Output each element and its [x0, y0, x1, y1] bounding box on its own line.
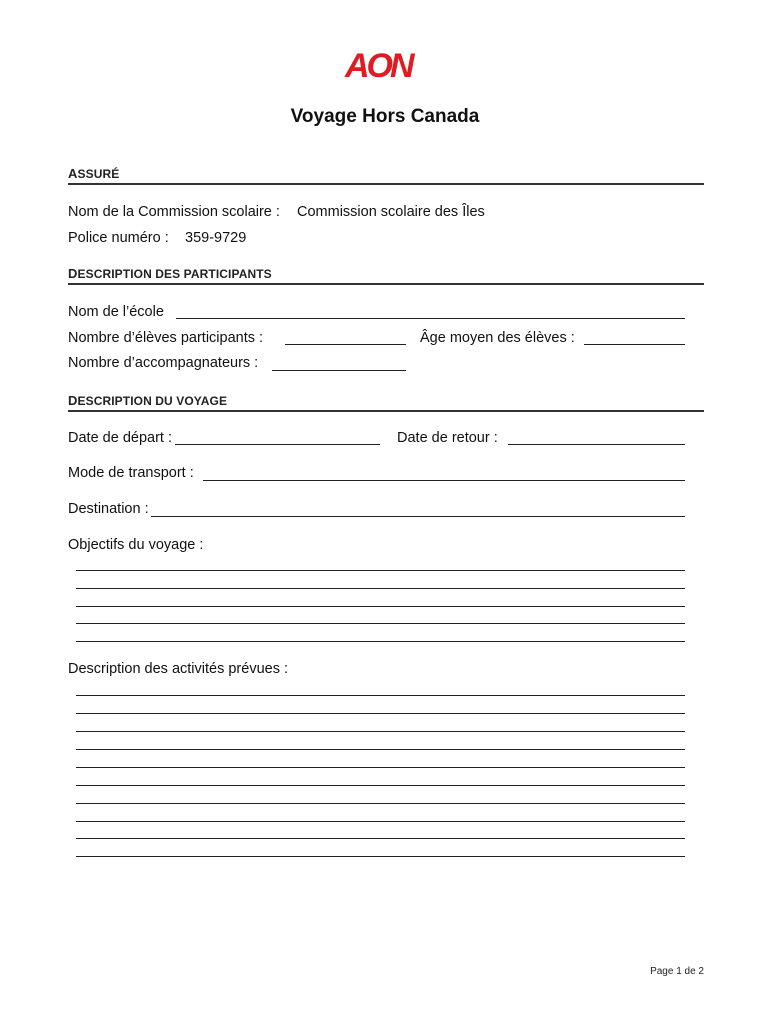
page-title: Voyage Hors Canada — [290, 106, 480, 127]
section-heading-assure: ASSURÉ — [68, 166, 120, 181]
section-heading-participants: DESCRIPTION DES PARTICIPANTS — [68, 266, 272, 281]
section-divider — [68, 283, 704, 285]
aon-logo — [343, 46, 427, 82]
commission-label: Nom de la Commission scolaire : — [68, 204, 280, 220]
transport-label: Mode de transport : — [68, 465, 194, 481]
accompagnateurs-field[interactable] — [272, 370, 406, 371]
activites-line[interactable] — [76, 821, 685, 822]
destination-label: Destination : — [68, 501, 149, 517]
objectifs-line[interactable] — [76, 606, 685, 607]
destination-field[interactable] — [151, 516, 685, 517]
svg-text:AON: AON — [345, 47, 412, 82]
activites-line[interactable] — [76, 838, 685, 839]
activites-line[interactable] — [76, 731, 685, 732]
depart-field[interactable] — [175, 444, 380, 445]
age-field[interactable] — [584, 344, 685, 345]
police-value: 359-9729 — [185, 230, 247, 246]
activites-line[interactable] — [76, 856, 685, 857]
objectifs-line[interactable] — [76, 623, 685, 624]
objectifs-line[interactable] — [76, 588, 685, 589]
ecole-label: Nom de l’école — [68, 304, 164, 320]
commission-value: Commission scolaire des Îles — [297, 204, 485, 220]
age-label: Âge moyen des élèves : — [420, 330, 575, 346]
section-divider — [68, 183, 704, 185]
police-label: Police numéro : — [68, 230, 169, 246]
retour-label: Date de retour : — [397, 430, 498, 446]
section-heading-voyage: DESCRIPTION DU VOYAGE — [68, 393, 228, 408]
activites-line[interactable] — [76, 695, 685, 696]
accompagnateurs-label: Nombre d’accompagnateurs : — [68, 355, 259, 371]
objectifs-line[interactable] — [76, 570, 685, 571]
activites-label: Description des activités prévues : — [68, 661, 289, 677]
section-divider — [68, 410, 704, 412]
eleves-label: Nombre d’élèves participants : — [68, 330, 264, 346]
objectifs-line[interactable] — [76, 641, 685, 642]
activites-line[interactable] — [76, 767, 685, 768]
objectifs-label: Objectifs du voyage : — [68, 537, 204, 553]
activites-line[interactable] — [76, 749, 685, 750]
activites-line[interactable] — [76, 785, 685, 786]
ecole-field[interactable] — [176, 318, 685, 319]
transport-field[interactable] — [203, 480, 685, 481]
retour-field[interactable] — [508, 444, 685, 445]
depart-label: Date de départ : — [68, 430, 172, 446]
activites-line[interactable] — [76, 713, 685, 714]
page-number: Page 1 de 2 — [650, 966, 704, 977]
eleves-field[interactable] — [285, 344, 406, 345]
activites-line[interactable] — [76, 803, 685, 804]
